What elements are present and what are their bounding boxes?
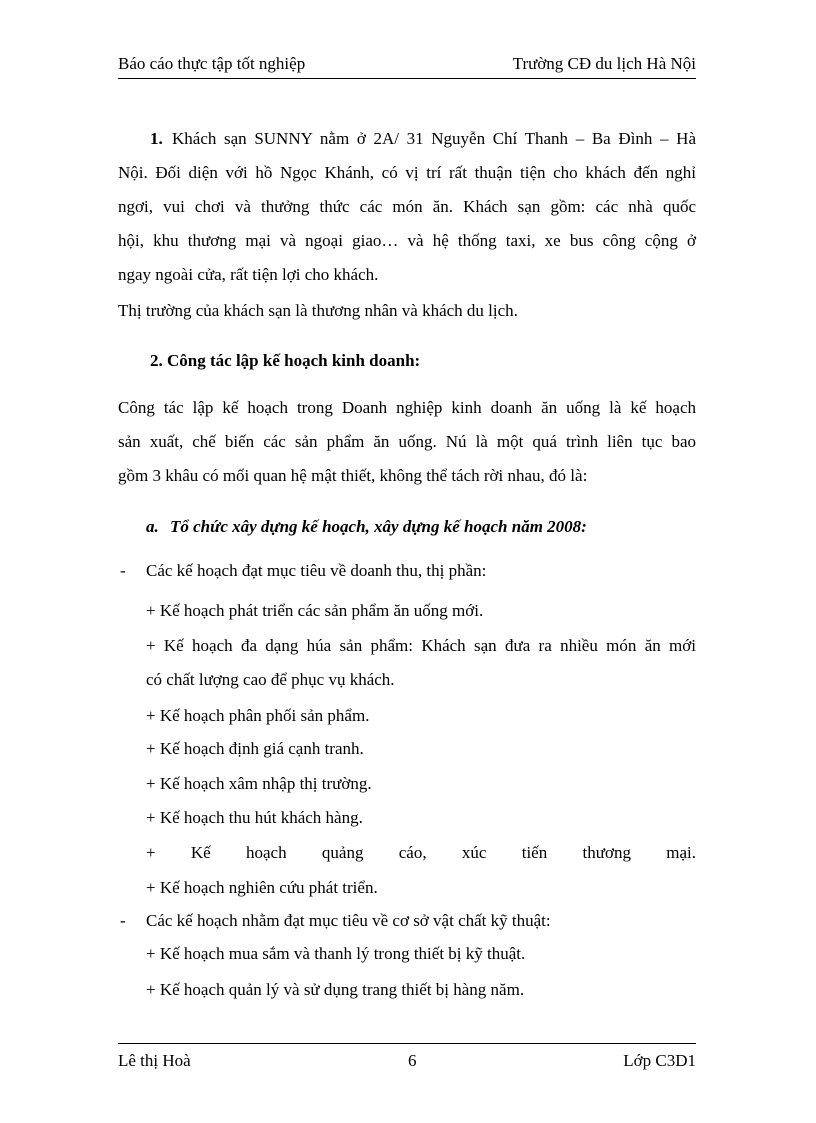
subsection-a-title: Tổ chức xây dựng kế hoạch, xây dựng kế hoạch năm 2008: [170, 517, 587, 536]
section-2-heading: 2. Công tác lập kế hoạch kinh doanh: [150, 351, 421, 370]
list-item: + Kế hoạch mua sắm và thanh lý trong thiết bị kỹ thuật. [146, 944, 526, 963]
bullet-dash: - [120, 911, 126, 930]
footer-class: Lớp C3D1 [623, 1051, 696, 1070]
page-header [118, 52, 696, 79]
list-item: + Kế hoạch định giá cạnh tranh. [146, 739, 364, 758]
list-item: + Kế hoạch xâm nhập thị trường. [146, 774, 372, 793]
paragraph-line: sản xuất, chế biến các sản phẩm ăn uống. Nú là một quá trình liên tục bao [118, 432, 696, 451]
paragraph-line: Khách sạn SUNNY nằm ở 2A/ 31 Nguyễn Chí Thanh – Ba Đình – Hà [172, 129, 696, 148]
list-item: + Kế hoạch đa dạng húa sản phẩm: Khách sạn đưa ra nhiều món ăn mới [146, 636, 696, 655]
page-footer [118, 1043, 696, 1074]
paragraph-line: Nội. Đối diện với hồ Ngọc Khánh, có vị trí rất thuận tiện cho khách đến nghỉ [118, 163, 696, 182]
paragraph-line: Thị trường của khách sạn là thương nhân và khách du lịch. [118, 301, 518, 320]
header-report-title: Báo cáo thực tập tốt nghiệp [118, 54, 306, 73]
paragraph-line: gồm 3 khâu có mối quan hệ mật thiết, không thể tách rời nhau, đó là: [118, 466, 588, 485]
list-item: + Kế hoạch phát triển các sản phẩm ăn uống mới. [146, 601, 484, 620]
list-item: + Kế hoạch thu hút khách hàng. [146, 808, 363, 827]
page-number: 6 [408, 1051, 417, 1070]
list-item: có chất lượng cao để phục vụ khách. [146, 670, 395, 689]
header-school-name: Trường CĐ du lịch Hà Nội [512, 54, 696, 73]
paragraph-line: hội, khu thương mại và ngoại giao… và hệ thống taxi, xe bus công cộng ở [118, 231, 696, 250]
footer-author: Lê thị Hoà [118, 1051, 191, 1070]
paragraph-line: Công tác lập kế hoạch trong Doanh nghiệp kinh doanh ăn uống là kế hoạch [118, 398, 696, 417]
list-item: + Kế hoạch quảng cáo, xúc tiến thương mại. [146, 843, 696, 862]
list-item: + Kế hoạch nghiên cứu phát triển. [146, 878, 378, 897]
bullet-text: Các kế hoạch đạt mục tiêu về doanh thu, thị phần: [146, 561, 487, 580]
bullet-text: Các kế hoạch nhằm đạt mục tiêu về cơ sở vật chất kỹ thuật: [146, 911, 551, 930]
subsection-a-label: a. [146, 517, 159, 536]
list-item: + Kế hoạch phân phối sản phẩm. [146, 706, 370, 725]
bullet-dash: - [120, 561, 126, 580]
paragraph-line: ngay ngoài cửa, rất tiện lợi cho khách. [118, 265, 379, 284]
paragraph-line: ngơi, vui chơi và thưởng thức các món ăn. Khách sạn gồm: các nhà quốc [118, 197, 696, 216]
section-1-number: 1. [150, 129, 163, 148]
list-item: + Kế hoạch quản lý và sử dụng trang thiết bị hàng năm. [146, 980, 525, 999]
